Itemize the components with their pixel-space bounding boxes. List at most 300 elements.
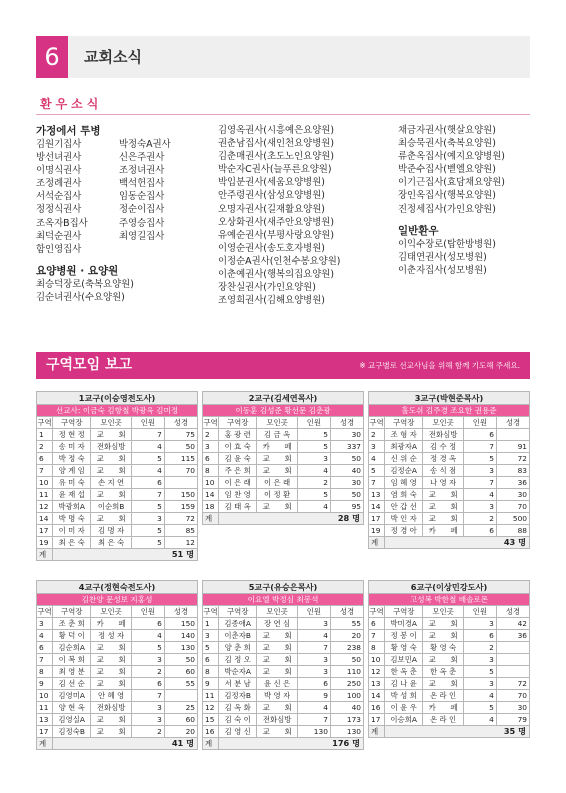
patient-name: 김원기집사 [36, 139, 82, 150]
table-row [37, 702, 198, 714]
group-no: 11 [203, 690, 219, 702]
bible-count: 60 [164, 666, 197, 678]
group-no: 4 [369, 453, 385, 465]
meeting-place: 황 영 숙 [423, 642, 464, 654]
column-header: 구역 [369, 418, 384, 427]
meeting-place: 교 회 [423, 501, 464, 513]
district-name: 1교구(이승영전도사) [37, 392, 198, 405]
district-table [368, 580, 530, 738]
group-no: 12 [369, 666, 385, 678]
attendance: 4 [297, 465, 330, 477]
patient-name: 류춘옥집사(예지요양병원) [398, 151, 505, 163]
meeting-place: 이 정 환 [257, 489, 298, 501]
attendance: 7 [297, 642, 330, 654]
meeting-place: 교 회 [91, 654, 132, 666]
group-no: 11 [37, 489, 53, 501]
table-row [369, 477, 530, 489]
table-row [37, 618, 198, 630]
table-row [203, 714, 364, 726]
district-table [36, 391, 198, 561]
meeting-place: 안 혜 영 [91, 690, 132, 702]
group-leader: 박 정 숙 [52, 453, 90, 465]
group-leader: 임 찬 영 [218, 489, 256, 501]
district-leaders: 고성복 박한철 배솔로몬 [369, 594, 530, 606]
table-row [369, 630, 530, 642]
table-row [369, 666, 530, 678]
column-header: 모인곳 [423, 606, 464, 618]
meeting-place: 온 라 인 [423, 714, 464, 726]
table-row [203, 441, 364, 453]
group-no: 7 [369, 630, 385, 642]
bible-count: 150 [164, 489, 197, 501]
patient-name: 박순자C권사(늘푸른요양원) [218, 164, 332, 176]
group-leader: 이승희A [384, 714, 422, 726]
group-no: 10 [37, 477, 53, 489]
bible-count: 337 [330, 441, 363, 453]
attendance: 3 [131, 513, 164, 525]
patient-name: 김태연권사(성모병원) [398, 251, 487, 263]
table-row [369, 465, 530, 477]
table-row [203, 501, 364, 513]
patient-name: 임동순집사 [119, 191, 165, 203]
patient-name: 이춘예권사(행복의집요양원) [218, 269, 334, 281]
attendance: 7 [463, 441, 496, 453]
attendance: 5 [463, 666, 496, 678]
group-leader: 정 봉 이 [384, 630, 422, 642]
group-leader: 양 계 임 [52, 465, 90, 477]
patient-name: 장찬실권사(가인요양원) [218, 282, 316, 294]
group-no: 9 [37, 678, 53, 690]
group-leader: 임 혜 영 [384, 477, 422, 489]
bible-count: 55 [330, 618, 363, 630]
table-row [369, 654, 530, 666]
table-row [37, 678, 198, 690]
attendance: 6 [131, 678, 164, 690]
meeting-place: 교 회 [423, 513, 464, 525]
attendance: 7 [463, 477, 496, 489]
attendance: 4 [463, 690, 496, 702]
patient-pair [36, 190, 171, 203]
meeting-place: 교 회 [257, 726, 298, 738]
meeting-place: 교 회 [423, 618, 464, 630]
column-header: 모인곳 [257, 417, 298, 429]
group-no: 10 [203, 477, 219, 489]
total-label: 계 [37, 738, 53, 750]
bible-count: 36 [496, 477, 529, 489]
column-header: 성경 [330, 606, 363, 618]
district-name: 5교구(유승은목사) [203, 581, 364, 594]
group-leader: 황 덕 이 [52, 630, 90, 642]
table-row [369, 513, 530, 525]
group-no: 2 [37, 441, 53, 453]
district-name: 6교구(이상민강도사) [369, 581, 530, 594]
group-leader: 안 갑 선 [384, 501, 422, 513]
column-header: 모인곳 [257, 606, 298, 618]
home-care-title: 가정에서 투병 [36, 125, 101, 137]
patient-name: 이정순A권사(인천수봉요양원) [218, 255, 341, 267]
group-leader: 최광자A [384, 441, 422, 453]
group-no: 8 [37, 666, 53, 678]
patient-name: 오명자권사(길재활요양원) [218, 203, 325, 215]
meeting-place: 교 회 [257, 654, 298, 666]
bible-count: 173 [330, 714, 363, 726]
total-value: 43 명 [384, 537, 529, 549]
attendance: 6 [131, 618, 164, 630]
patient-pair [36, 203, 171, 216]
patient-name: 정순이집사 [119, 204, 165, 216]
meeting-place: 이순희B [91, 501, 132, 513]
group-no: 6 [203, 654, 219, 666]
bible-count: 20 [330, 630, 363, 642]
column-header: 인원 [297, 417, 330, 429]
patient-name: 서석순집사 [36, 191, 82, 203]
district-report-note: ※ 교구별로 선교사님을 위해 함께 기도해 주세요. [359, 361, 520, 370]
attendance: 7 [131, 489, 164, 501]
group-no: 10 [369, 654, 385, 666]
bible-count: 130 [164, 642, 197, 654]
patient-name: 김순녀권사(수요양원) [36, 291, 125, 303]
district-leaders: 홀도쉬 김주경 조요한 권용준 [369, 405, 530, 417]
patient-pair [36, 164, 171, 177]
table-row [369, 441, 530, 453]
table-row [37, 501, 198, 513]
patient-name: 신은주권사 [119, 152, 165, 164]
attendance: 5 [131, 525, 164, 537]
bible-count: 88 [496, 525, 529, 537]
group-leader: 윤 재 섭 [52, 489, 90, 501]
attendance: 3 [131, 714, 164, 726]
meeting-place: 교 회 [91, 453, 132, 465]
group-no: 7 [37, 465, 53, 477]
table-row [203, 726, 364, 738]
table-row [203, 654, 364, 666]
attendance: 5 [131, 501, 164, 513]
total-label: 계 [203, 513, 219, 525]
column-header: 인원 [297, 606, 330, 618]
bible-count: 55 [164, 678, 197, 690]
bible-count [496, 666, 529, 678]
table-row [203, 465, 364, 477]
group-no: 19 [37, 537, 53, 549]
bible-count: 91 [496, 441, 529, 453]
patient-name: 채금자권사(햇살요양원) [398, 125, 496, 136]
group-leader: 박 명 숙 [52, 513, 90, 525]
group-leader: 최 은 숙 [52, 537, 90, 549]
group-leader: 박 인 자 [384, 513, 422, 525]
column-header: 구역장 [218, 417, 256, 429]
district-table [36, 580, 198, 750]
column-header: 성경 [496, 606, 529, 618]
district-leaders: 이동훈 김성준 황선문 김춘광 [203, 405, 364, 417]
attendance: 7 [131, 690, 164, 702]
patient-column-home [36, 124, 171, 304]
table-row [37, 513, 198, 525]
bible-count: 12 [164, 537, 197, 549]
table-row [37, 537, 198, 549]
table-row [203, 642, 364, 654]
attendance: 5 [131, 642, 164, 654]
group-leader: 신 위 순 [384, 453, 422, 465]
patient-pair [36, 151, 171, 164]
group-leader: 박광희A [52, 501, 90, 513]
attendance: 4 [131, 465, 164, 477]
table-row [369, 678, 530, 690]
bible-count [496, 642, 529, 654]
meeting-place: 교 회 [91, 465, 132, 477]
patient-name: 진정세집사(가인요양원) [398, 203, 496, 215]
attendance: 7 [131, 429, 164, 441]
patient-pair [36, 177, 171, 190]
group-no: 13 [369, 489, 385, 501]
attendance: 6 [297, 678, 330, 690]
patient-name: 김영옥권사(시흥예은요양원) [218, 125, 334, 136]
meeting-place: 전화심방 [423, 429, 464, 441]
group-leader: 송 미 자 [52, 441, 90, 453]
table-row [203, 630, 364, 642]
table-row [203, 429, 364, 441]
table-row [37, 453, 198, 465]
patient-name: 최덕순권사 [36, 230, 82, 242]
patient-pair [36, 230, 171, 243]
attendance: 3 [131, 654, 164, 666]
bible-count: 30 [330, 477, 363, 489]
patient-name: 김춘매권사(초도노인요양원) [218, 151, 334, 163]
group-no: 8 [203, 666, 219, 678]
group-leader: 조 형 자 [384, 429, 422, 441]
attendance: 2 [131, 666, 164, 678]
group-no: 18 [203, 501, 219, 513]
table-row [37, 726, 198, 738]
district-name: 2교구(김세연목사) [203, 392, 364, 405]
bible-count: 238 [330, 642, 363, 654]
district-table [368, 391, 530, 549]
table-row [37, 525, 198, 537]
column-header: 모인곳 [91, 606, 132, 618]
nursing-title: 요양병원 · 요양원 [36, 264, 119, 277]
bible-count: 500 [496, 513, 529, 525]
patient-column-3 [398, 124, 505, 277]
table-row [203, 690, 364, 702]
meeting-place: 교 회 [91, 429, 132, 441]
group-no: 14 [203, 489, 219, 501]
bible-count: 60 [164, 714, 197, 726]
patient-name: 백석헌집사 [119, 178, 165, 190]
attendance: 130 [297, 726, 330, 738]
column-header: 구역 [37, 418, 52, 427]
table-row [369, 714, 530, 726]
bible-count: 30 [496, 489, 529, 501]
attendance: 3 [131, 702, 164, 714]
attendance: 3 [297, 666, 330, 678]
table-row [369, 690, 530, 702]
bible-count: 40 [330, 702, 363, 714]
group-leader: 박미경A [384, 618, 422, 630]
group-leader: 염 희 숙 [384, 489, 422, 501]
bible-count: 100 [330, 690, 363, 702]
group-no: 12 [203, 702, 219, 714]
meeting-place: 정 경 옥 [423, 453, 464, 465]
table-row [37, 489, 198, 501]
group-no: 14 [37, 513, 53, 525]
bible-count: 250 [330, 678, 363, 690]
group-leader: 김정순A [384, 465, 422, 477]
column-header: 구역장 [218, 606, 256, 618]
meeting-place: 교 회 [91, 489, 132, 501]
patient-name: 박정숙A권사 [119, 139, 171, 150]
column-header: 성경 [164, 417, 197, 429]
page-title: 교회소식 [84, 48, 142, 66]
patient-name: 이익수장로(탑한방병원) [398, 238, 496, 250]
group-no: 12 [37, 501, 53, 513]
column-header: 인원 [463, 606, 496, 618]
patient-name: 조영희권사(김해요양병원) [218, 295, 325, 307]
attendance: 3 [297, 654, 330, 666]
patient-name: 안주령권사(삼성요양병원) [218, 190, 325, 202]
bible-count: 115 [164, 453, 197, 465]
group-no: 14 [369, 501, 385, 513]
group-no: 2 [369, 429, 385, 441]
group-leader: 최 영 분 [52, 666, 90, 678]
column-header: 구역 [37, 607, 52, 616]
bible-count: 30 [496, 702, 529, 714]
meeting-place: 나 영 자 [423, 477, 464, 489]
column-header: 성경 [496, 417, 529, 429]
column-header: 구역 [369, 607, 384, 616]
bible-count: 70 [164, 465, 197, 477]
group-no: 13 [369, 678, 385, 690]
group-no: 6 [369, 618, 385, 630]
group-leader: 한 옥 춘 [384, 666, 422, 678]
attendance: 5 [131, 453, 164, 465]
group-no: 5 [369, 465, 385, 477]
group-leader: 주 은 희 [218, 465, 256, 477]
meeting-place: 송 식 점 [423, 465, 464, 477]
group-leader: 김 선 순 [52, 678, 90, 690]
group-leader: 황 영 숙 [384, 642, 422, 654]
meeting-place: 교 회 [257, 702, 298, 714]
total-label: 계 [369, 537, 385, 549]
group-no: 17 [369, 513, 385, 525]
table-row [203, 489, 364, 501]
meeting-place: 교 회 [423, 678, 464, 690]
column-header: 인원 [131, 417, 164, 429]
group-leader: 김종애A [218, 618, 256, 630]
bible-count: 72 [496, 453, 529, 465]
bible-count [496, 654, 529, 666]
group-leader: 김보민A [384, 654, 422, 666]
page-header [36, 36, 530, 78]
group-no: 4 [37, 630, 53, 642]
bible-count [164, 690, 197, 702]
meeting-place: 김 명 자 [91, 525, 132, 537]
patient-name: 최승덕장로(축복요양원) [36, 278, 134, 290]
attendance: 4 [463, 714, 496, 726]
bible-count [164, 477, 197, 489]
table-row [37, 441, 198, 453]
group-no: 2 [203, 429, 219, 441]
group-no: 6 [203, 453, 219, 465]
patient-name: 박준수집사(벧엘요양원) [398, 164, 496, 176]
district-leaders: 이요엘 박정심 최봉석 [203, 594, 364, 606]
attendance: 4 [463, 489, 496, 501]
attendance: 3 [463, 678, 496, 690]
attendance: 5 [297, 441, 330, 453]
attendance: 3 [297, 453, 330, 465]
patient-name: 방선녀권사 [36, 152, 82, 164]
table-row [203, 453, 364, 465]
patient-name: 이영순권사(송도호자병원) [218, 242, 325, 254]
column-header: 구역 [203, 607, 218, 616]
bible-count: 70 [496, 690, 529, 702]
bible-count: 50 [330, 654, 363, 666]
meeting-place: 교 회 [91, 678, 132, 690]
bible-count: 36 [496, 630, 529, 642]
table-row [369, 618, 530, 630]
bible-count: 72 [164, 513, 197, 525]
bible-count: 150 [164, 618, 197, 630]
attendance: 3 [463, 465, 496, 477]
patient-pair [36, 243, 171, 256]
bible-count: 159 [164, 501, 197, 513]
meeting-place: 정 성 자 [91, 630, 132, 642]
group-no: 16 [203, 726, 219, 738]
meeting-place: 교 회 [257, 642, 298, 654]
table-row [37, 654, 198, 666]
attendance: 9 [297, 690, 330, 702]
table-row [37, 666, 198, 678]
patient-name: 최영길집사 [119, 230, 165, 242]
meeting-place: 교 회 [423, 630, 464, 642]
bible-count: 25 [164, 702, 197, 714]
meeting-place: 김 금 옥 [257, 429, 298, 441]
attendance: 6 [463, 525, 496, 537]
bible-count: 50 [164, 441, 197, 453]
group-leader: 김정숙B [52, 726, 90, 738]
district-name: 3교구(박현준목사) [369, 392, 530, 405]
attendance: 5 [297, 489, 330, 501]
patient-name: 박입분권사(세움요양병원) [218, 177, 325, 189]
attendance: 4 [297, 630, 330, 642]
total-value: 51 명 [52, 549, 197, 561]
meeting-place: 교 회 [257, 630, 298, 642]
group-leader: 김 윤 숙 [218, 453, 256, 465]
group-no: 17 [37, 726, 53, 738]
column-header: 구역 [203, 418, 218, 427]
group-no: 8 [369, 642, 385, 654]
group-leader: 김 옥 화 [218, 702, 256, 714]
meeting-place: 교 회 [257, 501, 298, 513]
group-no: 10 [37, 690, 53, 702]
group-no: 9 [203, 678, 219, 690]
group-no: 14 [369, 690, 385, 702]
bible-count: 20 [164, 726, 197, 738]
group-leader: 김 영 신 [218, 726, 256, 738]
group-leader: 김 숙 이 [218, 714, 256, 726]
attendance: 5 [131, 537, 164, 549]
meeting-place: 교 회 [423, 654, 464, 666]
group-no: 19 [369, 525, 385, 537]
attendance: 6 [463, 429, 496, 441]
meeting-place: 한 옥 춘 [423, 666, 464, 678]
district-name: 4교구(정현숙전도사) [37, 581, 198, 594]
group-no: 16 [369, 702, 385, 714]
meeting-place: 전화심방 [257, 714, 298, 726]
group-no: 7 [369, 477, 385, 489]
table-row [369, 489, 530, 501]
meeting-place: 카 페 [423, 702, 464, 714]
bible-count: 75 [164, 429, 197, 441]
bible-count: 95 [330, 501, 363, 513]
